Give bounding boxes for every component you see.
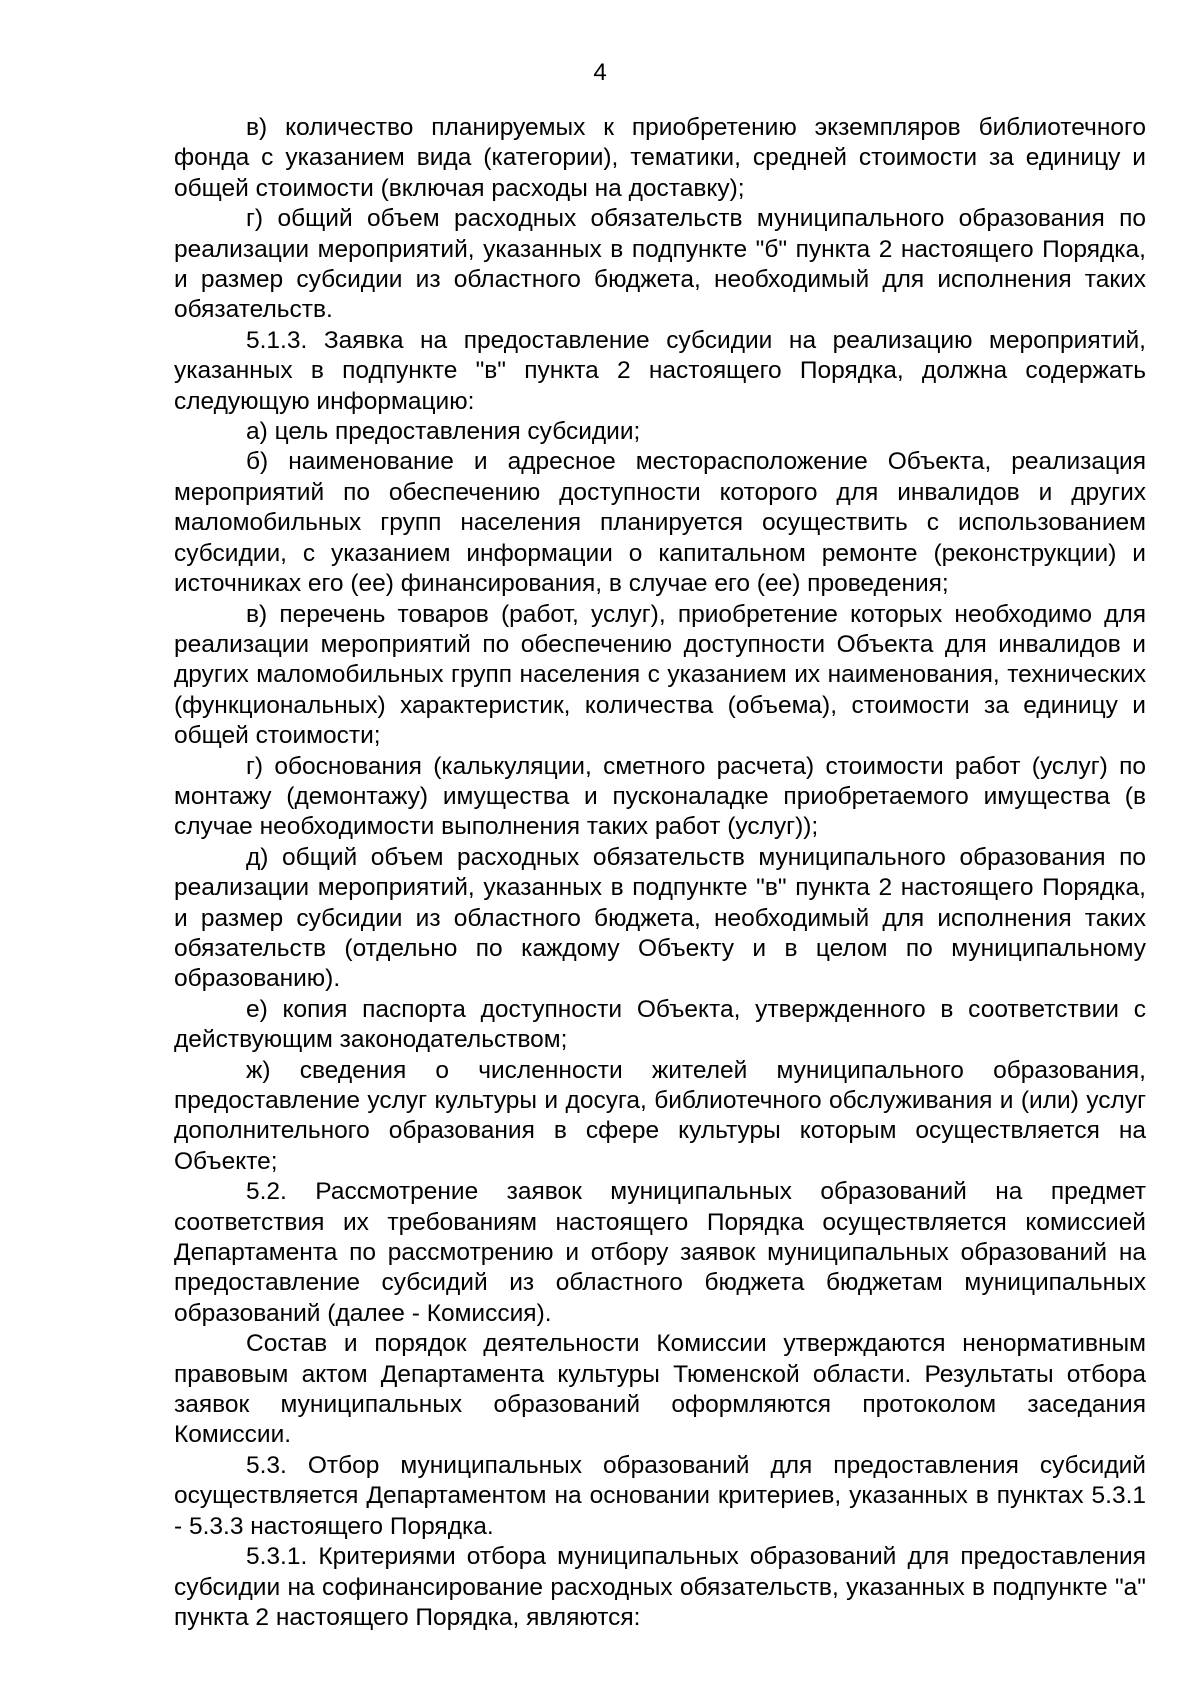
paragraph-5-2: 5.2. Рассмотрение заявок муниципальных образований на предмет соответствия их требованиям настоящего Порядка осуществляется комиссией Департамента по рассмотрению и отбору заявок муниципальных образований на предоставление субсидий из областного бюджета бюджетам муниципальных образований (далее - Комиссия). [174, 1178, 1146, 1327]
paragraph-v-library-copies: в) количество планируемых к приобретению экземпляров библиотечного фонда с указанием вида (категории), тематики, средней стоимости за единицу и общей стоимости (включая расходы на доставку); [174, 114, 1146, 202]
page-number: 4 [593, 59, 607, 86]
paragraph-v-goods-list: в) перечень товаров (работ, услуг), приобретение которых необходимо для реализации мероприятий по обеспечению доступности Объекта для инвалидов и других маломобильных групп населения с указанием их наименования, технических (функциональных) характеристик, количества (объема), стоимости за единицу и общей стоимости; [174, 600, 1146, 750]
paragraph-g-calculations: г) обоснования (калькуляции, сметного расчета) стоимости работ (услуг) по монтажу (демонтажу) имущества и пусконаладке приобретаемого имущества (в случае необходимости выполнения таких работ (услуг)); [174, 752, 1146, 841]
document-body [174, 113, 1146, 1633]
paragraph-a-purpose: а) цель предоставления субсидии; [246, 418, 641, 446]
paragraph-d-obligations-v: д) общий объем расходных обязательств муниципального образования по реализации мероприятий, указанных в подпункте "в" пункта 2 настоящего Порядка, и размер субсидии из областного бюджета, необходимый для исполнения таких обязательств (отдельно по каждому Объекту и в целом по муниципальному образованию). [174, 843, 1146, 993]
paragraph-g-obligations-b: г) общий объем расходных обязательств муниципального образования по реализации мероприятий, указанных в подпункте "б" пункта 2 настоящего Порядка, и размер субсидии из областного бюджета, необходимый для исполнения таких обязательств. [174, 205, 1146, 324]
paragraph-e-passport-copy: е) копия паспорта доступности Объекта, утвержденного в соответствии с действующим законодательством; [174, 995, 1146, 1054]
paragraph-b-object-name: б) наименование и адресное месторасположение Объекта, реализация мероприятий по обеспечению доступности которого для инвалидов и других маломобильных групп населения планируется осуществить с использованием субсидии, с указанием информации о капитальном ремонте (реконструкции) и источниках его (ее) финансирования, в случае его (ее) проведения; [174, 448, 1146, 598]
paragraph-commission-composition: Состав и порядок деятельности Комиссии утверждаются ненормативным правовым актом Департамента культуры Тюменской области. Результаты отбора заявок муниципальных образований оформляются протоколом заседания Комиссии. [174, 1330, 1146, 1449]
paragraph-5-3-1: 5.3.1. Критериями отбора муниципальных образований для предоставления субсидии на софинансирование расходных обязательств, указанных в подпункте "а" пункта 2 настоящего Порядка, являются: [174, 1543, 1146, 1631]
paragraph-5-3: 5.3. Отбор муниципальных образований для предоставления субсидий осуществляется Департаментом на основании критериев, указанных в пунктах 5.3.1 - 5.3.3 настоящего Порядка. [174, 1451, 1146, 1540]
paragraph-zh-residents: ж) сведения о численности жителей муниципального образования, предоставление услуг культуры и досуга, библиотечного обслуживания и (или) услуг дополнительного образования в сфере культуры которым осуществляется на Объекте; [174, 1056, 1146, 1175]
paragraph-5-1-3: 5.1.3. Заявка на предоставление субсидии на реализацию мероприятий, указанных в подпункте "в" пункта 2 настоящего Порядка, должна содержать следующую информацию: [174, 326, 1146, 415]
